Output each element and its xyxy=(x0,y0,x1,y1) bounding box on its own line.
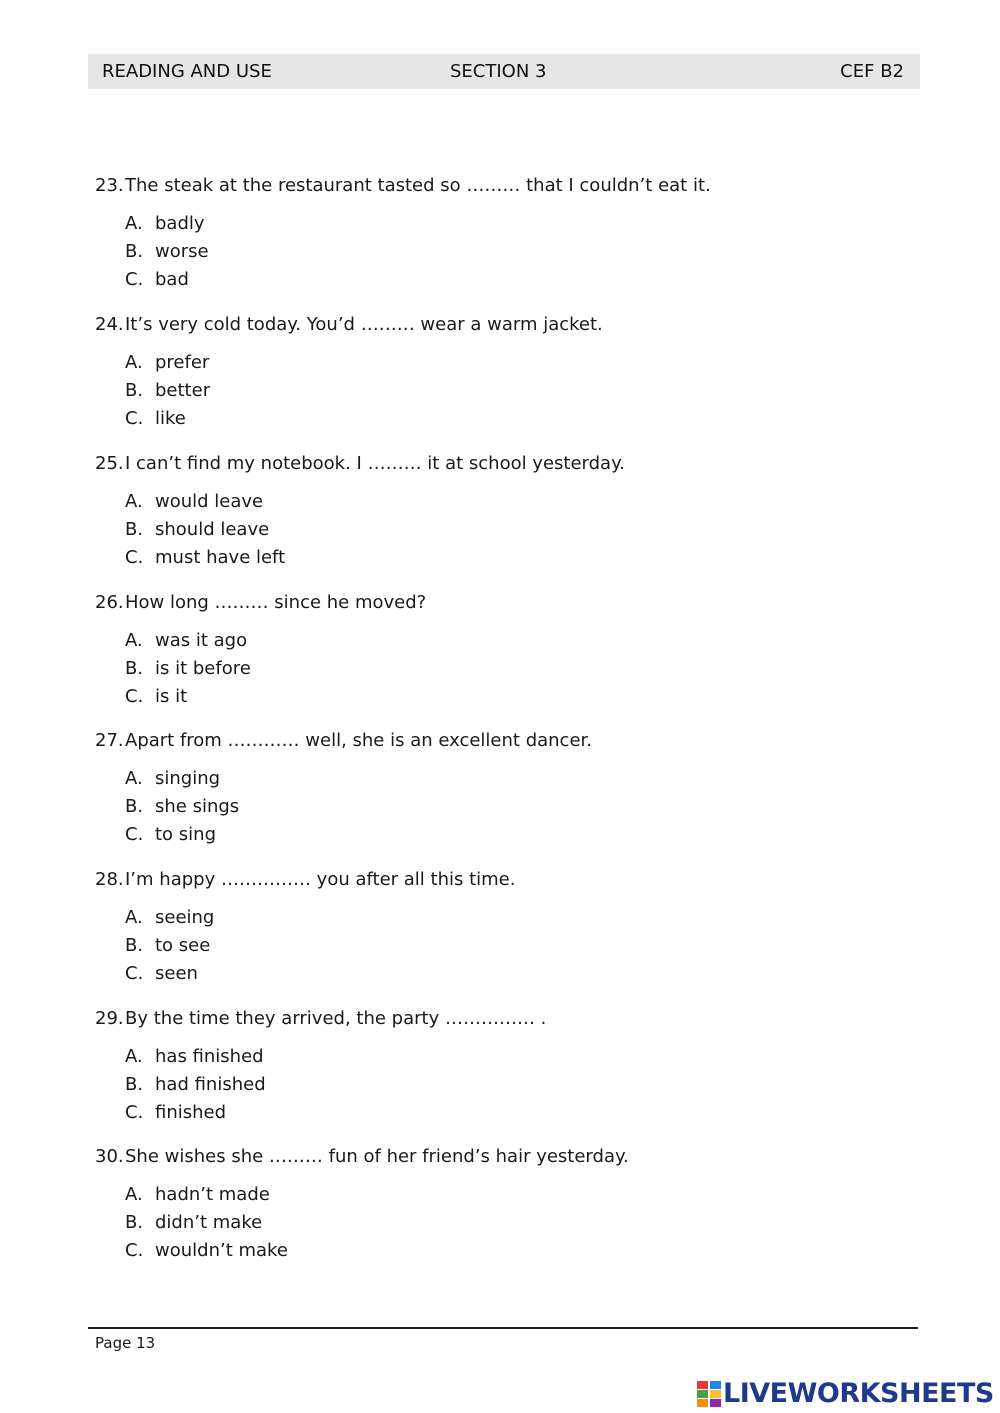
question-number: 28. xyxy=(95,869,124,890)
question-text: The steak at the restaurant tasted so ……… that I couldn’t eat it. xyxy=(125,175,711,196)
option-a[interactable]: A. singing xyxy=(125,768,221,789)
question-text: How long ……… since he moved? xyxy=(125,592,427,613)
question-text: By the time they arrived, the party …………… . xyxy=(125,1008,547,1029)
option-c[interactable]: C. wouldn’t make xyxy=(125,1240,288,1261)
header-section: SECTION 3 xyxy=(450,61,547,82)
header-title: READING AND USE xyxy=(102,61,272,82)
question-number: 24. xyxy=(95,314,124,335)
option-a[interactable]: A. would leave xyxy=(125,491,264,512)
liveworksheets-brand[interactable] xyxy=(697,1378,994,1410)
question-number: 30. xyxy=(95,1146,124,1167)
question-text: Apart from ………… well, she is an excellent dancer. xyxy=(125,730,592,751)
option-c[interactable]: C. to sing xyxy=(125,824,217,845)
header-level: CEF B2 xyxy=(840,61,904,82)
option-b[interactable]: B. had finished xyxy=(125,1074,266,1095)
option-c[interactable]: C. must have left xyxy=(125,547,286,568)
option-a[interactable]: A. hadn’t made xyxy=(125,1184,270,1205)
option-a[interactable]: A. seeing xyxy=(125,907,215,928)
option-a[interactable]: A. was it ago xyxy=(125,630,248,651)
question-text: I can’t find my notebook. I ……… it at school yesterday. xyxy=(125,453,625,474)
option-b[interactable]: B. she sings xyxy=(125,796,240,817)
question-text: She wishes she ……… fun of her friend’s hair yesterday. xyxy=(125,1146,629,1167)
question-text: I’m happy …………… you after all this time. xyxy=(125,869,516,890)
question-30 xyxy=(95,1144,955,1265)
question-27 xyxy=(95,728,955,849)
question-29 xyxy=(95,1006,955,1127)
question-23 xyxy=(95,173,955,294)
question-text: It’s very cold today. You’d ……… wear a warm jacket. xyxy=(125,314,603,335)
option-c[interactable]: C. finished xyxy=(125,1102,227,1123)
option-b[interactable]: B. better xyxy=(125,380,211,401)
option-a[interactable]: A. prefer xyxy=(125,352,210,373)
page-number: Page 13 xyxy=(95,1334,156,1352)
option-b[interactable]: B. should leave xyxy=(125,519,270,540)
option-c[interactable]: C. bad xyxy=(125,269,189,290)
question-25 xyxy=(95,451,955,572)
brand-name: LIVEWORKSHEETS xyxy=(723,1378,994,1409)
option-c[interactable]: C. is it xyxy=(125,686,188,707)
liveworksheets-logo-icon xyxy=(697,1381,721,1407)
question-number: 23. xyxy=(95,175,124,196)
question-26 xyxy=(95,590,955,711)
option-b[interactable]: B. didn’t make xyxy=(125,1212,263,1233)
option-b[interactable]: B. is it before xyxy=(125,658,251,679)
question-number: 25. xyxy=(95,453,124,474)
option-c[interactable]: C. seen xyxy=(125,963,198,984)
question-28 xyxy=(95,867,955,988)
footer-divider xyxy=(88,1327,918,1329)
option-b[interactable]: B. to see xyxy=(125,935,211,956)
question-24 xyxy=(95,312,955,433)
question-number: 27. xyxy=(95,730,124,751)
option-a[interactable]: A. badly xyxy=(125,213,205,234)
question-number: 29. xyxy=(95,1008,124,1029)
page-header xyxy=(88,54,920,89)
option-b[interactable]: B. worse xyxy=(125,241,209,262)
question-number: 26. xyxy=(95,592,124,613)
option-c[interactable]: C. like xyxy=(125,408,186,429)
option-a[interactable]: A. has finished xyxy=(125,1046,264,1067)
